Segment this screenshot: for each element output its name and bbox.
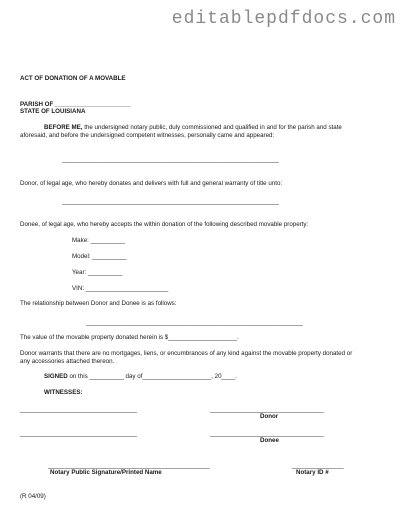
revision-code: (R 04/09)	[20, 493, 46, 500]
donee-label: Donee	[260, 437, 279, 444]
notary-id-line: _______________	[292, 462, 344, 469]
witness-signature-line-2: __________________________________	[20, 430, 138, 437]
make-field: Make: __________	[72, 237, 125, 244]
witness-signature-line-1: __________________________________	[20, 406, 138, 413]
value-text: The value of the movable property donated herein is $____________________.	[20, 334, 239, 341]
intro-text: the undersigned notary public, duly commissioned and qualified in and for the parish and state aforesaid, and before the undersigned competent witnesses, personally came and appeared:	[20, 124, 342, 139]
year-field: Year: __________	[72, 269, 123, 276]
parish-line: PARISH OF ______________________	[20, 101, 131, 108]
notary-signature-label: Notary Public Signature/Printed Name	[50, 469, 162, 476]
notary-signature-line: _______________________________________________	[48, 462, 210, 469]
donee-signature-line: _________________________________	[210, 430, 324, 437]
document-title: ACT OF DONATION OF A MOVABLE	[20, 75, 126, 82]
intro-lead: BEFORE ME,	[44, 124, 83, 131]
donor-text: Donor, of legal age, who hereby donates and delivers with full and general warranty of title unto:	[20, 180, 283, 187]
warranty-text: Donor warrants that there are no mortgages, liens, or encumbrances of any kind against the movable property donated or any accessories attached thereon.	[20, 350, 353, 365]
signed-text: on this __________ day of____________________, 20____.	[67, 373, 238, 380]
intro-paragraph	[20, 124, 350, 140]
blank-line-relationship: _______________________________________________________________	[86, 319, 303, 326]
witnesses-label: WITNESSES:	[44, 389, 83, 396]
donee-text: Donee, of legal age, who hereby accepts the within donation of the following described movable property:	[20, 221, 309, 228]
relationship-text: The relationship between Donor and Donee is as follows:	[20, 300, 177, 307]
donor-label: Donor	[260, 413, 279, 420]
model-field: Model: __________	[72, 253, 127, 260]
signed-line	[44, 373, 237, 381]
signed-lead: SIGNED	[44, 373, 68, 380]
donor-signature-line: _________________________________	[210, 406, 324, 413]
blank-line-donor: _______________________________________________________________	[62, 156, 279, 163]
state-line: STATE OF LOUISIANA	[20, 108, 86, 115]
watermark: editablepdfdocs.com	[171, 9, 396, 29]
blank-line-donee: _______________________________________________________________	[62, 198, 279, 205]
vin-field: VIN: ________________________	[72, 285, 169, 292]
notary-id-label: Notary ID #	[296, 469, 329, 476]
